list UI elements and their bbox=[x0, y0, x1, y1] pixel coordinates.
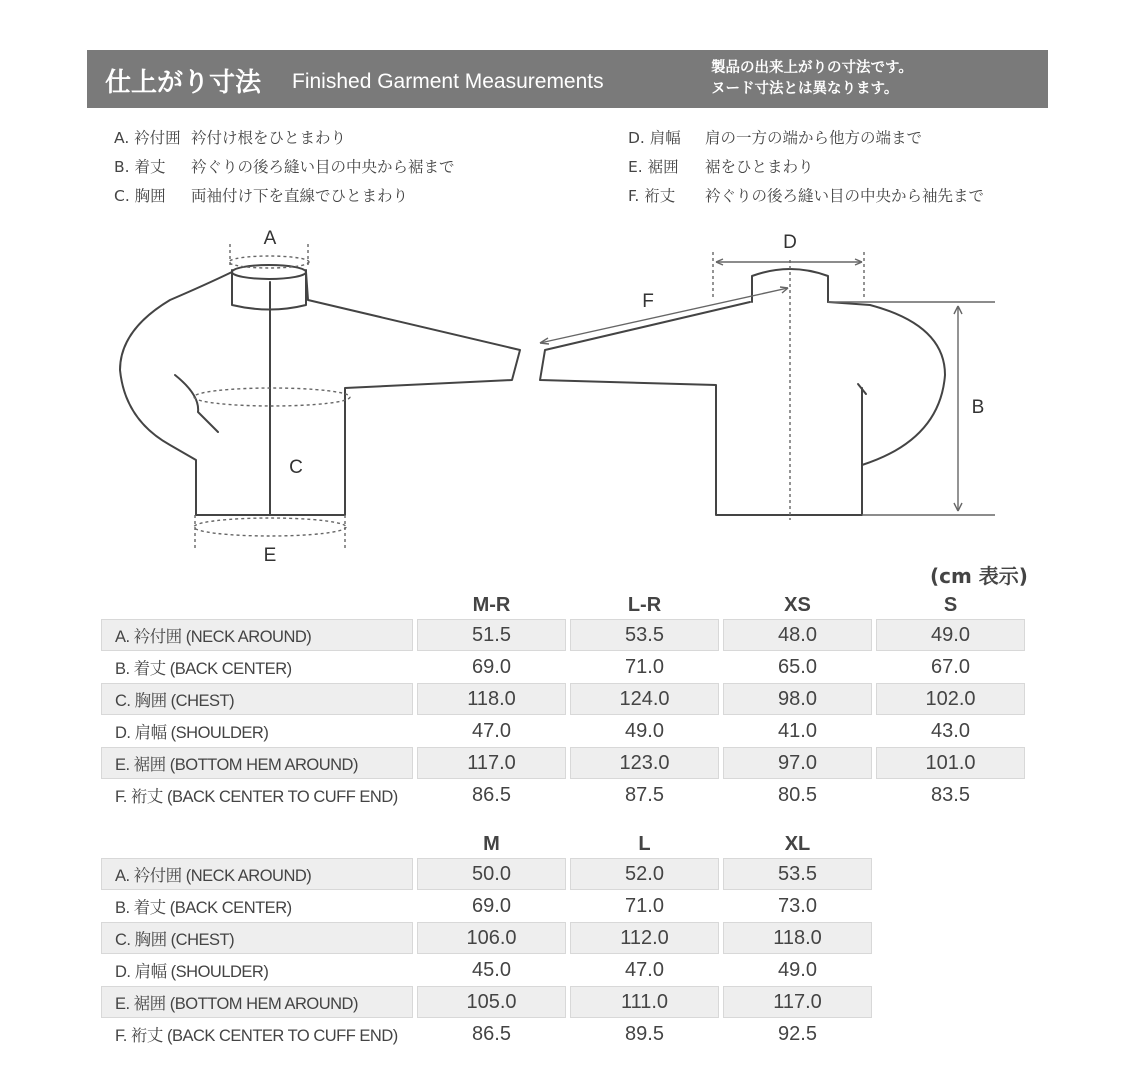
cell-value: 43.0 bbox=[931, 719, 970, 742]
row-label: F. 裄丈 (BACK CENTER TO CUFF END) bbox=[115, 1027, 398, 1045]
cell-value: 86.5 bbox=[472, 1022, 511, 1045]
row-label: A. 衿付囲 (NECK AROUND) bbox=[101, 858, 413, 890]
cell-value: 52.0 bbox=[570, 858, 719, 890]
cell-value: 118.0 bbox=[723, 922, 872, 954]
cell-value: 45.0 bbox=[472, 958, 511, 981]
cell-value: 53.5 bbox=[570, 619, 719, 651]
row-label: C. 胸囲 (CHEST) bbox=[101, 683, 413, 715]
definition-text: 衿ぐりの後ろ縫い目の中央から裾まで bbox=[190, 158, 455, 176]
table-row bbox=[101, 715, 1025, 747]
definition-label: F. 裄丈 bbox=[628, 187, 676, 205]
size-header: L-R bbox=[627, 593, 662, 616]
cell-value: 49.0 bbox=[625, 719, 664, 742]
header-note-line2: ヌード寸法とは異なります。 bbox=[711, 81, 899, 97]
cell-value: 101.0 bbox=[876, 747, 1025, 779]
row-label: B. 着丈 (BACK CENTER) bbox=[115, 899, 292, 917]
definition-label: B. 着丈 bbox=[114, 158, 166, 176]
cell-value: 123.0 bbox=[570, 747, 719, 779]
cell-value: 97.0 bbox=[723, 747, 872, 779]
definition-label: A. 衿付囲 bbox=[114, 129, 181, 147]
cell-value: 47.0 bbox=[625, 958, 664, 981]
table-header-row bbox=[101, 591, 1025, 619]
size-header: XL bbox=[784, 832, 811, 855]
diagram-label-d: D bbox=[783, 232, 797, 253]
cell-value: 50.0 bbox=[417, 858, 566, 890]
definition-label: C. 胸囲 bbox=[114, 187, 166, 205]
size-header: XS bbox=[784, 593, 811, 616]
row-label: E. 裾囲 (BOTTOM HEM AROUND) bbox=[101, 747, 413, 779]
cell-value: 53.5 bbox=[723, 858, 872, 890]
definition-text: 衿付け根をひとまわり bbox=[190, 129, 346, 147]
row-label: C. 胸囲 (CHEST) bbox=[101, 922, 413, 954]
measurement-table-1 bbox=[97, 591, 1029, 811]
cell-value: 41.0 bbox=[778, 719, 817, 742]
definition-label: E. 裾囲 bbox=[628, 158, 679, 176]
definition-text: 両袖付け下を直線でひとまわり bbox=[190, 187, 408, 205]
header-note-line1: 製品の出来上がりの寸法です。 bbox=[711, 60, 913, 76]
front-jacket-outline bbox=[120, 265, 520, 515]
table-row bbox=[101, 922, 872, 954]
cell-value: 89.5 bbox=[625, 1022, 664, 1045]
back-jacket-outline bbox=[540, 269, 945, 515]
size-header: M-R bbox=[472, 593, 511, 616]
cell-value: 51.5 bbox=[417, 619, 566, 651]
cell-value: 71.0 bbox=[625, 894, 664, 917]
cell-value: 80.5 bbox=[778, 783, 817, 806]
table-row bbox=[101, 890, 872, 922]
cell-value: 49.0 bbox=[778, 958, 817, 981]
row-label: B. 着丈 (BACK CENTER) bbox=[115, 660, 292, 678]
cell-value: 87.5 bbox=[625, 783, 664, 806]
diagram-label-f: F bbox=[642, 291, 654, 312]
measurement-table-2 bbox=[97, 830, 876, 1050]
row-label: E. 裾囲 (BOTTOM HEM AROUND) bbox=[101, 986, 413, 1018]
cell-value: 83.5 bbox=[931, 783, 970, 806]
cell-value: 105.0 bbox=[417, 986, 566, 1018]
cell-value: 48.0 bbox=[723, 619, 872, 651]
row-label: F. 裄丈 (BACK CENTER TO CUFF END) bbox=[115, 788, 398, 806]
unit-note: (cm 表示) bbox=[930, 564, 1028, 588]
size-header: M bbox=[483, 832, 500, 855]
definition-text: 肩の一方の端から他方の端まで bbox=[704, 129, 922, 147]
table-header-row bbox=[101, 830, 872, 858]
table-row bbox=[101, 683, 1025, 715]
row-label: A. 衿付囲 (NECK AROUND) bbox=[101, 619, 413, 651]
cell-value: 47.0 bbox=[472, 719, 511, 742]
cell-value: 69.0 bbox=[472, 655, 511, 678]
measurement-guides bbox=[194, 244, 995, 548]
cell-value: 112.0 bbox=[570, 922, 719, 954]
table-header-blank bbox=[101, 591, 413, 619]
header-title-jp: 仕上がり寸法 bbox=[105, 68, 262, 98]
header-title-en: Finished Garment Measurements bbox=[292, 70, 604, 93]
table-row bbox=[101, 1018, 872, 1050]
cell-value: 118.0 bbox=[417, 683, 566, 715]
table-row bbox=[101, 986, 872, 1018]
table-row bbox=[101, 779, 1025, 811]
table-row bbox=[101, 747, 1025, 779]
cell-value: 92.5 bbox=[778, 1022, 817, 1045]
cell-value: 73.0 bbox=[778, 894, 817, 917]
table-row bbox=[101, 619, 1025, 651]
size-header: L bbox=[638, 832, 651, 855]
table-row bbox=[101, 651, 1025, 683]
cell-value: 49.0 bbox=[876, 619, 1025, 651]
cell-value: 124.0 bbox=[570, 683, 719, 715]
size-header: S bbox=[943, 593, 958, 616]
cell-value: 117.0 bbox=[417, 747, 566, 779]
diagram-label-c: C bbox=[289, 457, 303, 478]
cell-value: 102.0 bbox=[876, 683, 1025, 715]
definition-text: 衿ぐりの後ろ縫い目の中央から袖先まで bbox=[704, 187, 984, 205]
diagram-label-b: B bbox=[971, 397, 985, 418]
cell-value: 111.0 bbox=[570, 986, 719, 1018]
diagram-label-e: E bbox=[263, 545, 277, 566]
row-label: D. 肩幅 (SHOULDER) bbox=[115, 724, 269, 742]
table-row bbox=[101, 858, 872, 890]
cell-value: 86.5 bbox=[472, 783, 511, 806]
cell-value: 106.0 bbox=[417, 922, 566, 954]
cell-value: 65.0 bbox=[778, 655, 817, 678]
cell-value: 69.0 bbox=[472, 894, 511, 917]
cell-value: 98.0 bbox=[723, 683, 872, 715]
cell-value: 117.0 bbox=[723, 986, 872, 1018]
table-row bbox=[101, 954, 872, 986]
definition-text: 裾をひとまわり bbox=[704, 158, 814, 176]
table-header-blank bbox=[101, 830, 413, 858]
cell-value: 67.0 bbox=[931, 655, 970, 678]
cell-value: 71.0 bbox=[625, 655, 664, 678]
diagram-label-a: A bbox=[263, 228, 277, 249]
definition-label: D. 肩幅 bbox=[628, 129, 681, 147]
row-label: D. 肩幅 (SHOULDER) bbox=[115, 963, 269, 981]
